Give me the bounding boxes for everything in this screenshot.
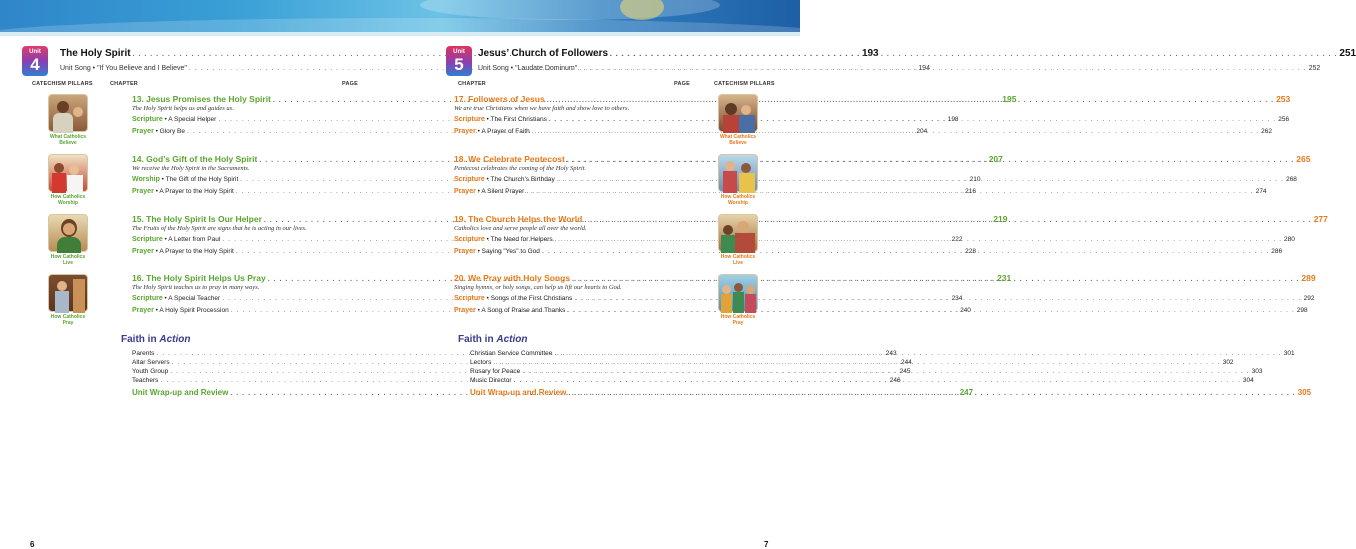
faith-in-action-heading: Faith in Action xyxy=(121,334,191,345)
pillar-caption: How Catholics Worship xyxy=(50,194,86,206)
unit-wrap-up-row[interactable] xyxy=(132,388,974,397)
line-kind: Scripture xyxy=(454,116,485,123)
bearded-man-image xyxy=(48,214,88,252)
unit-song-page: 252 xyxy=(1308,65,1321,72)
church-community-image xyxy=(718,214,758,252)
leader-dots xyxy=(584,217,1311,224)
line-kind: Prayer xyxy=(132,307,154,314)
chapter-description: Catholics love and serve people all over the world. xyxy=(454,225,587,232)
line-kind: Scripture xyxy=(454,176,485,183)
chapter-description: Singing hymns, or holy songs, can help us lift our hearts to God. xyxy=(454,284,622,291)
line-text: • A Letter from Paul xyxy=(162,236,221,243)
pillar-caption: How Catholics Pray xyxy=(720,314,756,326)
line-page: 240 xyxy=(960,307,971,314)
line-page: 280 xyxy=(1284,236,1295,243)
leader-dots xyxy=(610,51,1337,58)
line-kind: Prayer xyxy=(132,128,154,135)
unit-badge xyxy=(22,46,48,76)
unit-badge-label: Unit xyxy=(453,49,465,55)
leader-dots xyxy=(542,248,1269,255)
faith-item[interactable]: Christian Service Committee . . . 301 xyxy=(470,350,688,357)
line-page: 298 xyxy=(1296,307,1308,314)
chapter-page: 195 xyxy=(1002,94,1017,104)
leader-dots xyxy=(568,390,1295,397)
line-page: 256 xyxy=(1278,116,1290,123)
praying-child-image xyxy=(48,274,88,312)
chapter-title: 13. Jesus Promises the Holy Spirit xyxy=(132,94,271,104)
chapter-title: 16. The Holy Spirit Helps Us Pray xyxy=(132,273,266,283)
unit-badge-label: Unit xyxy=(29,49,41,55)
chapter-description: We are true Christians when we have faith and show love to others. xyxy=(454,105,630,112)
chapter-header: CHAPTER xyxy=(110,81,138,87)
unit-badge xyxy=(446,46,472,76)
page-number: 6 xyxy=(30,540,35,549)
line-kind: Scripture xyxy=(132,236,163,243)
chapter-page: 219 xyxy=(993,214,1008,224)
page-number: 7 xyxy=(764,540,769,549)
chapter-page: 289 xyxy=(1301,273,1316,283)
line-kind: Prayer xyxy=(454,128,476,135)
line-text: • A Prayer to the Holy Spirit xyxy=(153,248,234,255)
chapter-title: 14. God’s Gift of the Holy Spirit xyxy=(132,154,258,164)
wrap-up-page: 247 xyxy=(959,388,974,397)
faith-item[interactable]: Lectors . . . 302 xyxy=(470,359,688,366)
chapter-page: 277 xyxy=(1313,214,1328,224)
unit-title: The Holy Spirit xyxy=(60,48,131,59)
worship-scene-image xyxy=(48,154,88,192)
unit-title-page: 251 xyxy=(1339,48,1356,59)
chapter-description: The Fruits of the Holy Spirit are signs that he is acting in our lives. xyxy=(132,225,307,232)
leader-dots xyxy=(574,295,1301,302)
line-kind: Prayer xyxy=(454,248,476,255)
line-page: 268 xyxy=(1286,176,1297,183)
line-page: 262 xyxy=(1261,128,1272,135)
teaching-scene-image xyxy=(48,94,88,132)
wrap-up-label: Unit Wrap-up and Review xyxy=(132,388,229,397)
wrap-up-label: Unit Wrap-up and Review xyxy=(470,388,567,397)
faith-item[interactable]: Youth Group . . . 245 xyxy=(132,368,368,375)
line-kind: Scripture xyxy=(132,295,163,302)
chapter-title: 20. We Pray with Holy Songs xyxy=(454,273,571,283)
leader-dots xyxy=(532,128,1259,135)
pillar-believe xyxy=(716,94,760,146)
unit-badge-number: 4 xyxy=(30,55,40,74)
leader-dots xyxy=(572,276,1299,283)
line-text: • A Prayer to the Holy Spirit xyxy=(153,188,234,195)
pillar-live xyxy=(716,214,760,266)
banner-wave xyxy=(420,0,720,20)
line-kind: Prayer xyxy=(132,188,154,195)
pillar-caption: What Catholics Believe xyxy=(719,134,757,146)
leader-dots xyxy=(567,307,1294,314)
chapter-description: The Holy Spirit helps us and guides us. xyxy=(132,105,234,112)
pillar-pray xyxy=(716,274,760,326)
leader-dots xyxy=(549,116,1276,123)
chapter-title: 18. We Celebrate Pentecost xyxy=(454,154,565,164)
line-text: • The Church’s Birthday xyxy=(484,176,555,183)
line-text: • Songs of the First Christians xyxy=(484,295,573,302)
leader-dots xyxy=(555,236,1282,243)
line-page: 292 xyxy=(1303,295,1315,302)
line-page: 198 xyxy=(947,116,959,123)
line-page: 204 xyxy=(916,128,928,135)
unit-title-page: 193 xyxy=(861,48,879,59)
line-page: 222 xyxy=(951,236,963,243)
line-text: • The First Christians xyxy=(484,116,547,123)
line-text: • A Special Teacher xyxy=(162,295,221,302)
chapter-title: 19. The Church Helps the World xyxy=(454,214,583,224)
pillars-header: CATECHISM PILLARS xyxy=(714,81,775,87)
line-page: 216 xyxy=(965,188,976,195)
line-text: • Saying "Yes" to God xyxy=(475,248,540,255)
line-kind: Worship xyxy=(132,176,160,183)
line-kind: Prayer xyxy=(454,307,476,314)
faith-item[interactable]: Music Director . . . 304 xyxy=(470,377,688,384)
line-text: • A Holy Spirit Procession xyxy=(153,307,229,314)
line-kind: Prayer xyxy=(454,188,476,195)
leader-dots xyxy=(547,97,1274,104)
leader-dots xyxy=(554,350,1281,357)
leader-dots xyxy=(526,188,1253,195)
leader-dots xyxy=(567,157,1294,164)
chapter-page: 265 xyxy=(1296,154,1311,164)
leader-dots xyxy=(522,368,1249,375)
pillar-believe xyxy=(46,94,90,146)
line-kind: Scripture xyxy=(454,295,485,302)
pillar-worship xyxy=(46,154,90,206)
pillar-caption: How Catholics Worship xyxy=(720,194,756,206)
chapter-header: CHAPTER xyxy=(458,81,486,87)
line-text: • A Special Helper xyxy=(162,116,217,123)
line-page: 210 xyxy=(969,176,981,183)
chapter-page: 253 xyxy=(1276,94,1291,104)
pillar-caption: How Catholics Live xyxy=(50,254,86,266)
line-kind: Scripture xyxy=(132,116,163,123)
wrap-up-page: 305 xyxy=(1297,388,1312,397)
top-banner xyxy=(0,0,800,36)
unit-title: Jesus’ Church of Followers xyxy=(478,48,609,59)
line-text: • A Song of Praise and Thanks xyxy=(475,307,566,314)
pillar-worship xyxy=(716,154,760,206)
chapter-description: We receive the Holy Spirit in the Sacraments. xyxy=(132,165,250,172)
chapter-page: 207 xyxy=(988,154,1003,164)
line-text: • Glory Be xyxy=(153,128,185,135)
faith-in-action-heading: Faith in Action xyxy=(458,334,528,345)
pillars-header: CATECHISM PILLARS xyxy=(32,81,93,87)
leader-dots xyxy=(579,65,1306,72)
chapter-title: 17. Followers of Jesus xyxy=(454,94,545,104)
line-text: • The Gift of the Holy Spirit xyxy=(159,176,239,183)
faith-item[interactable]: Altar Servers . . . 244 xyxy=(132,359,368,366)
line-page: 274 xyxy=(1255,188,1267,195)
pillar-caption: How Catholics Pray xyxy=(50,314,86,326)
unit-song: Unit Song • "Laudate Dominum" xyxy=(478,65,578,72)
pillar-live xyxy=(46,214,90,266)
chapter-page: 231 xyxy=(997,273,1012,283)
singing-group-image xyxy=(718,274,758,312)
chapter-description: Pentecost celebrates the coming of the Holy Spirit. xyxy=(454,165,587,172)
pillar-caption: How Catholics Live xyxy=(720,254,756,266)
line-page: 228 xyxy=(965,248,976,255)
pillar-pray xyxy=(46,274,90,326)
pillar-caption: What Catholics Believe xyxy=(49,134,87,146)
leader-dots xyxy=(557,176,1284,183)
line-text: • The Need for Helpers xyxy=(484,236,553,243)
unit-song-page: 194 xyxy=(918,65,930,72)
faith-item[interactable]: Parents . . . 243 xyxy=(132,350,368,357)
line-text: • A Prayer of Faith xyxy=(475,128,530,135)
fishermen-scene-image xyxy=(718,94,758,132)
chapter-title: 15. The Holy Spirit Is Our Helper xyxy=(132,214,262,224)
banner-edge xyxy=(0,32,800,36)
page-header: PAGE xyxy=(674,81,690,87)
page-header: PAGE xyxy=(342,81,358,87)
chapter-description: The Holy Spirit teaches us to pray in many ways. xyxy=(132,284,260,291)
faith-item[interactable]: Teachers . . . 246 xyxy=(132,377,368,384)
unit-badge-number: 5 xyxy=(454,55,464,74)
pentecost-scene-image xyxy=(718,154,758,192)
line-kind: Scripture xyxy=(454,236,485,243)
line-page: 286 xyxy=(1271,248,1283,255)
faith-item[interactable]: Rosary for Peace . . . 303 xyxy=(470,368,688,375)
line-kind: Prayer xyxy=(132,248,154,255)
leader-dots xyxy=(493,359,1220,366)
leader-dots xyxy=(514,377,1241,384)
line-text: • A Silent Prayer xyxy=(475,188,525,195)
unit-song: Unit Song • "If You Believe and I Believe" xyxy=(60,65,187,72)
line-page: 234 xyxy=(951,295,963,302)
